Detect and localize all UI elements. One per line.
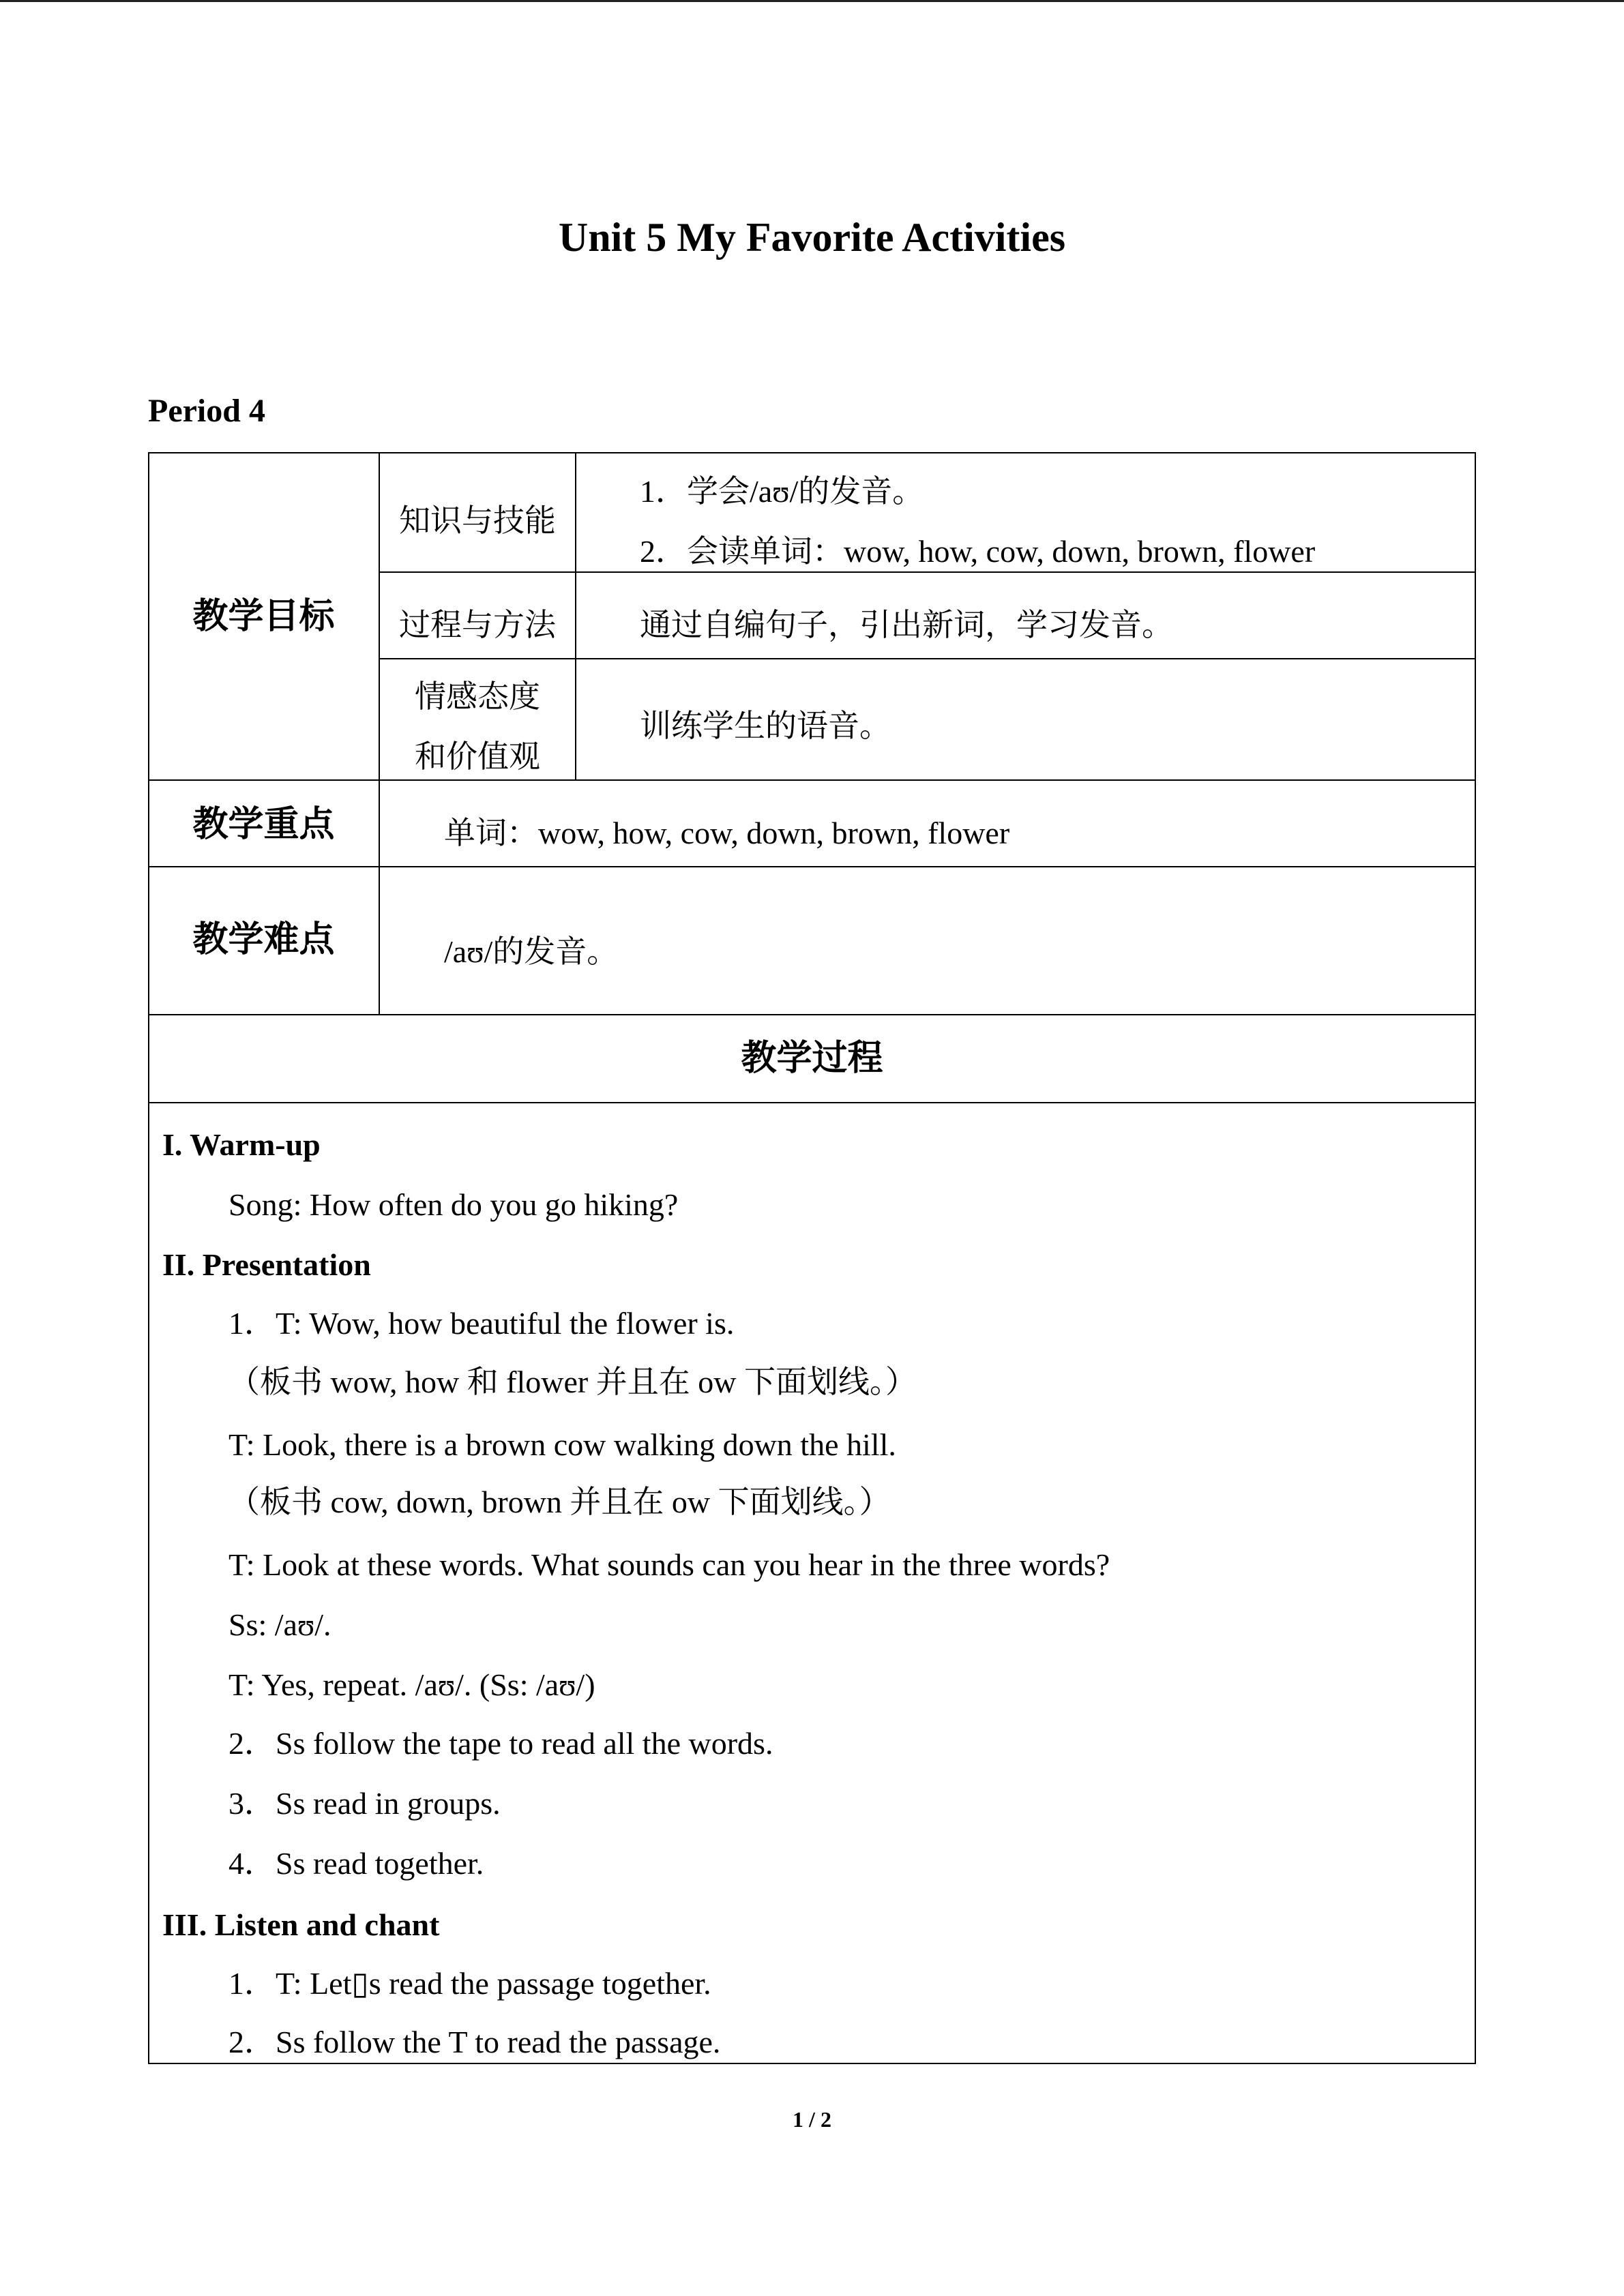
page-border (0, 0, 1624, 2)
process-line: （板书 cow, down, brown 并且在 ow 下面划线。） (228, 1485, 891, 1519)
objective-line: 训练学生的语音。 (640, 709, 891, 743)
table-rule (379, 658, 1476, 659)
difficulties-text: /aʊ/的发音。 (444, 934, 619, 969)
process-line: T: Look at these words. What sounds can you hear in the three words? (228, 1547, 1110, 1582)
difficulties-label: 教学难点 (192, 919, 335, 960)
table-rule (379, 571, 1476, 573)
process-line: （板书 wow, how 和 flower 并且在 ow 下面划线。） (228, 1365, 917, 1399)
process-line: 2．Ss follow the T to read the passage. (228, 2025, 721, 2059)
table-rule (148, 1014, 1476, 1015)
table-rule (148, 1102, 1476, 1103)
process-line: 1．T: Let▯s read the passage together. (228, 1966, 711, 2001)
key-points-text: 单词：wow, how, cow, down, brown, flower (444, 816, 1010, 850)
process-line: 1．T: Wow, how beautiful the flower is. (228, 1306, 735, 1341)
process-label: 教学过程 (741, 1038, 883, 1079)
category-process-method: 过程与方法 (399, 608, 556, 642)
category-knowledge: 知识与技能 (399, 503, 556, 538)
process-line: Ss: /aʊ/. (228, 1607, 331, 1642)
section-heading: II. Presentation (162, 1247, 371, 1282)
page-number: 1 / 2 (793, 2107, 831, 2132)
table-rule (148, 779, 1476, 781)
category-values: 和价值观 (415, 739, 540, 774)
section-heading: I. Warm-up (162, 1127, 321, 1162)
process-line: T: Yes, repeat. /aʊ/. (Ss: /aʊ/) (228, 1667, 595, 1702)
category-attitude: 情感态度 (415, 679, 540, 714)
process-line: T: Look, there is a brown cow walking down the hill. (228, 1427, 896, 1462)
section-heading: III. Listen and chant (162, 1907, 440, 1942)
document-title: Unit 5 My Favorite Activities (558, 215, 1066, 260)
process-line: 4．Ss read together. (228, 1846, 484, 1881)
objective-line: 2．会读单词：wow, how, cow, down, brown, flower (640, 534, 1316, 569)
objective-line: 通过自编句子，引出新词，学习发音。 (640, 608, 1173, 642)
process-line: Song: How often do you go hiking? (228, 1187, 679, 1222)
period-heading: Period 4 (148, 393, 265, 429)
objective-line: 1．学会/aʊ/的发音。 (640, 474, 924, 509)
process-line: 2．Ss follow the tape to read all the words. (228, 1726, 773, 1761)
table-rule (148, 866, 1476, 867)
objectives-label: 教学目标 (192, 596, 335, 637)
process-line: 3．Ss read in groups. (228, 1786, 501, 1821)
key-points-label: 教学重点 (192, 804, 335, 845)
